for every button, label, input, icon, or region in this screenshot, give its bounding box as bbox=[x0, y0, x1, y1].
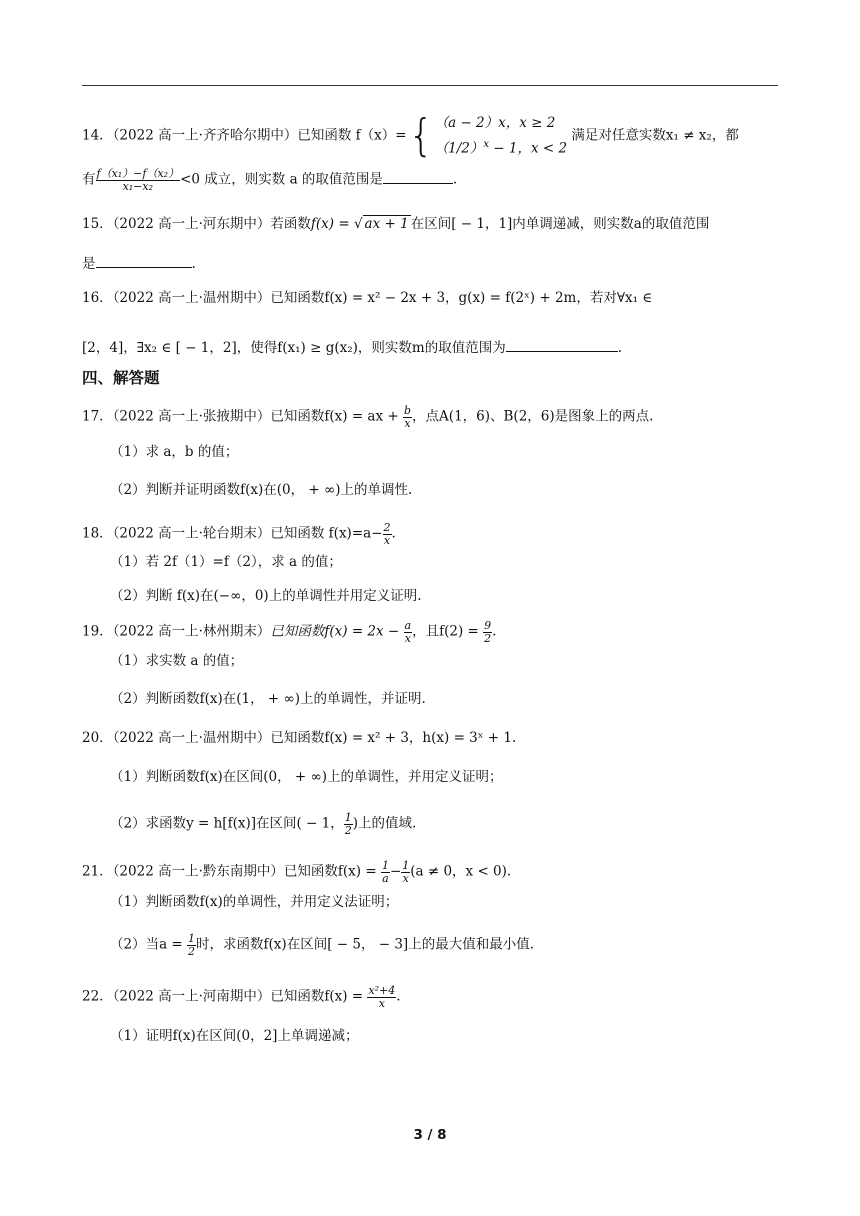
question-20-line-1: 20．（2022 高一上·温州期中）已知函数f(x) = x² + 3，h(x) = 3ˣ + 1. bbox=[82, 730, 517, 746]
question-18-part-1: （1）若 2f（1）=f（2），求 a 的值； bbox=[110, 554, 342, 570]
fraction: $\frac{a}{x}$ bbox=[404, 619, 412, 645]
question-18-part-2: （2）判断 f(x)在(−∞，0)上的单调性并用定义证明. bbox=[110, 588, 422, 604]
question-21-part-1: （1）判断函数f(x)的单调性，并用定义法证明； bbox=[110, 894, 399, 910]
fraction: $\frac{b}{x}$ bbox=[404, 404, 412, 430]
question-22-part-1: （1）证明f(x)在区间(0，2]上单调递减； bbox=[110, 1028, 359, 1044]
question-number: 14． bbox=[82, 127, 113, 144]
fraction: $\frac{1}{2}$ bbox=[344, 811, 352, 837]
question-21-part-2: （2）当a = $\frac{1}{2}$ 时，求函数f(x)在区间[ − 5， − 3]上的最大值和最小值. bbox=[110, 932, 534, 958]
question-21-line-1: 21．（2022 高一上·黔东南期中）已知函数f(x) = $\frac{1}{a}$ − $\frac{1}{x}$ (a ≠ 0，x < 0). bbox=[82, 859, 512, 885]
question-17-part-2: （2）判断并证明函数f(x)在(0， + ∞)上的单调性. bbox=[110, 482, 413, 498]
question-20-part-2: （2）求函数y = h[f(x)]在区间( − 1， $\frac{1}{2}$ )上的值域. bbox=[110, 811, 417, 837]
page-number: 3 / 8 bbox=[413, 1127, 447, 1143]
question-22-line-1: 22．（2022 高一上·河南期中）已知函数f(x) = $\frac{\text{x²+4}}{x}$ . bbox=[82, 984, 401, 1010]
question-16-line-1: 16．（2022 高一上·温州期中）已知函数f(x) = x² − 2x + 3，g(x) = f(2ˣ) + 2m，若对∀x₁ ∈ bbox=[82, 290, 653, 306]
question-16-line-2: [2，4]，∃x₂ ∈ [ − 1，2]，使得f(x₁) ≥ g(x₂)，则实数m的取值范围为 . bbox=[82, 340, 622, 356]
fraction: $\frac{1}{x}$ bbox=[402, 859, 410, 885]
fraction: $\frac{\text{x²+4}}{x}$ bbox=[368, 984, 396, 1010]
piecewise-cases: （a − 2）x，x ≥ 2 $(1/2)^x - 1$，x < 2 bbox=[434, 115, 568, 157]
question-19-part-2: （2）判断函数f(x)在(1， + ∞)上的单调性，并证明. bbox=[110, 691, 426, 707]
fraction: $\frac{\text{f（x₁）−f（x₂）}}{\text{x₁−x₂}}$ bbox=[96, 167, 180, 193]
sqrt-sign: √ bbox=[353, 216, 363, 232]
answer-blank[interactable] bbox=[383, 171, 453, 184]
answer-blank[interactable] bbox=[96, 255, 192, 268]
question-14-line-1: 14．（2022 高一上·齐齐哈尔期中）已知函数 f（x）={ （a − 2）x，x ≥ 2 $(1/2)^x - 1$，x < 2 满足对任意实数x₁ ≠ x₂，都 bbox=[82, 109, 739, 161]
answer-blank[interactable] bbox=[506, 339, 618, 352]
question-19-part-1: （1）求实数 a 的值； bbox=[110, 653, 244, 669]
question-14-line-2: 有 $\frac{\text{f（x₁）−f（x₂）}}{\text{x₁−x₂}}$ <0 成立，则实数 a 的取值范围是 . bbox=[82, 167, 458, 193]
question-source: （2022 高一上·齐齐哈尔期中） bbox=[112, 127, 298, 144]
piecewise-brace: { bbox=[408, 109, 434, 161]
fraction: $\frac{2}{x}$ bbox=[383, 521, 391, 547]
question-20-part-1: （1）判断函数f(x)在区间(0， + ∞)上的单调性，并用定义证明； bbox=[110, 769, 503, 785]
question-17-line-1: 17．（2022 高一上·张掖期中）已知函数f(x) = ax + $\frac{b}{x}$ ，点A(1，6)、B(2，6)是图象上的两点. bbox=[82, 404, 654, 430]
question-17-part-1: （1）求 a，b 的值； bbox=[110, 444, 239, 460]
fraction: $\frac{1}{a}$ bbox=[381, 859, 389, 885]
question-15-line-2: 是 . bbox=[82, 256, 196, 272]
question-19-line-1: 19．（2022 高一上·林州期末）已知函数f(x) = 2x − $\frac{a}{x}$ ，且f(2) = $\frac{9}{2}$ . bbox=[82, 619, 497, 645]
fraction: $\frac{9}{2}$ bbox=[484, 619, 492, 645]
question-15-line-1: 15．（2022 高一上·河东期中）若函数f(x) = √ ax + 1 在区间[ − 1，1]内单调递减，则实数a的取值范围 bbox=[82, 216, 710, 232]
header-rule bbox=[82, 85, 778, 86]
section-heading: 四、解答题 bbox=[82, 369, 160, 387]
fraction: $\frac{1}{2}$ bbox=[188, 932, 196, 958]
question-18-line-1: 18．（2022 高一上·轮台期末）已知函数 f(x)=a− $\frac{2}{x}$ . bbox=[82, 521, 396, 547]
